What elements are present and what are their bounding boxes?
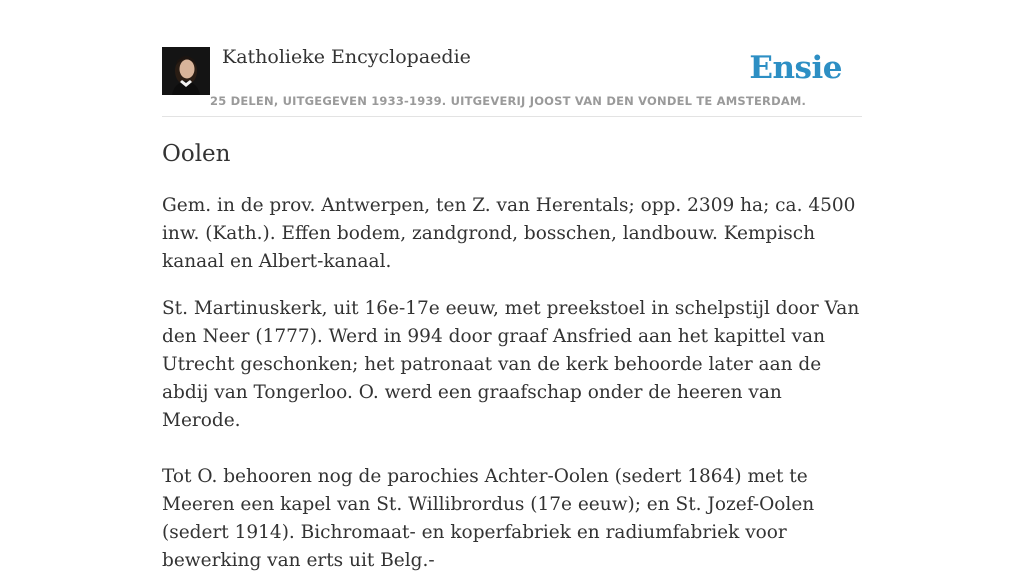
article-paragraph: Tot O. behooren nog de parochies Achter-Oolen (sedert 1864) met te Meeren een kapel van St. Willibrordus (17e eeuw); en St. Jozef-Oolen (sedert 1914). Bichromaat- en koperfabriek en radiumfabriek voor bewerking van erts uit Belg.- [162, 466, 815, 571]
portrait-avatar-icon[interactable] [162, 47, 210, 95]
source-title[interactable]: Katholieke Encyclopaedie [222, 46, 471, 68]
article [162, 138, 862, 575]
article-paragraph: St. Martinuskerk, uit 16e-17e eeuw, met preekstoel in schelpstijl door Van den Neer (1777). Werd in 994 door graaf Ansfried aan het kapittel van Utrecht geschonken; het patronaat van de kerk behoorde later aan de abdij van Tongerloo. O. werd een graafschap onder de heeren van Merode. [162, 298, 860, 431]
entry-title: Oolen [162, 141, 231, 167]
site-header [162, 0, 862, 117]
source-subtitle: 25 DELEN, UITGEGEVEN 1933-1939. UITGEVERIJ JOOST VAN DEN VONDEL TE AMSTERDAM. [210, 94, 807, 108]
article-paragraph: Gem. in de prov. Antwerpen, ten Z. van Herentals; opp. 2309 ha; ca. 4500 inw. (Kath.). Effen bodem, zandgrond, bosschen, landbouw. Kempisch kanaal en Albert-kanaal. [162, 195, 856, 272]
brand-logo[interactable]: Ensie [749, 50, 842, 86]
